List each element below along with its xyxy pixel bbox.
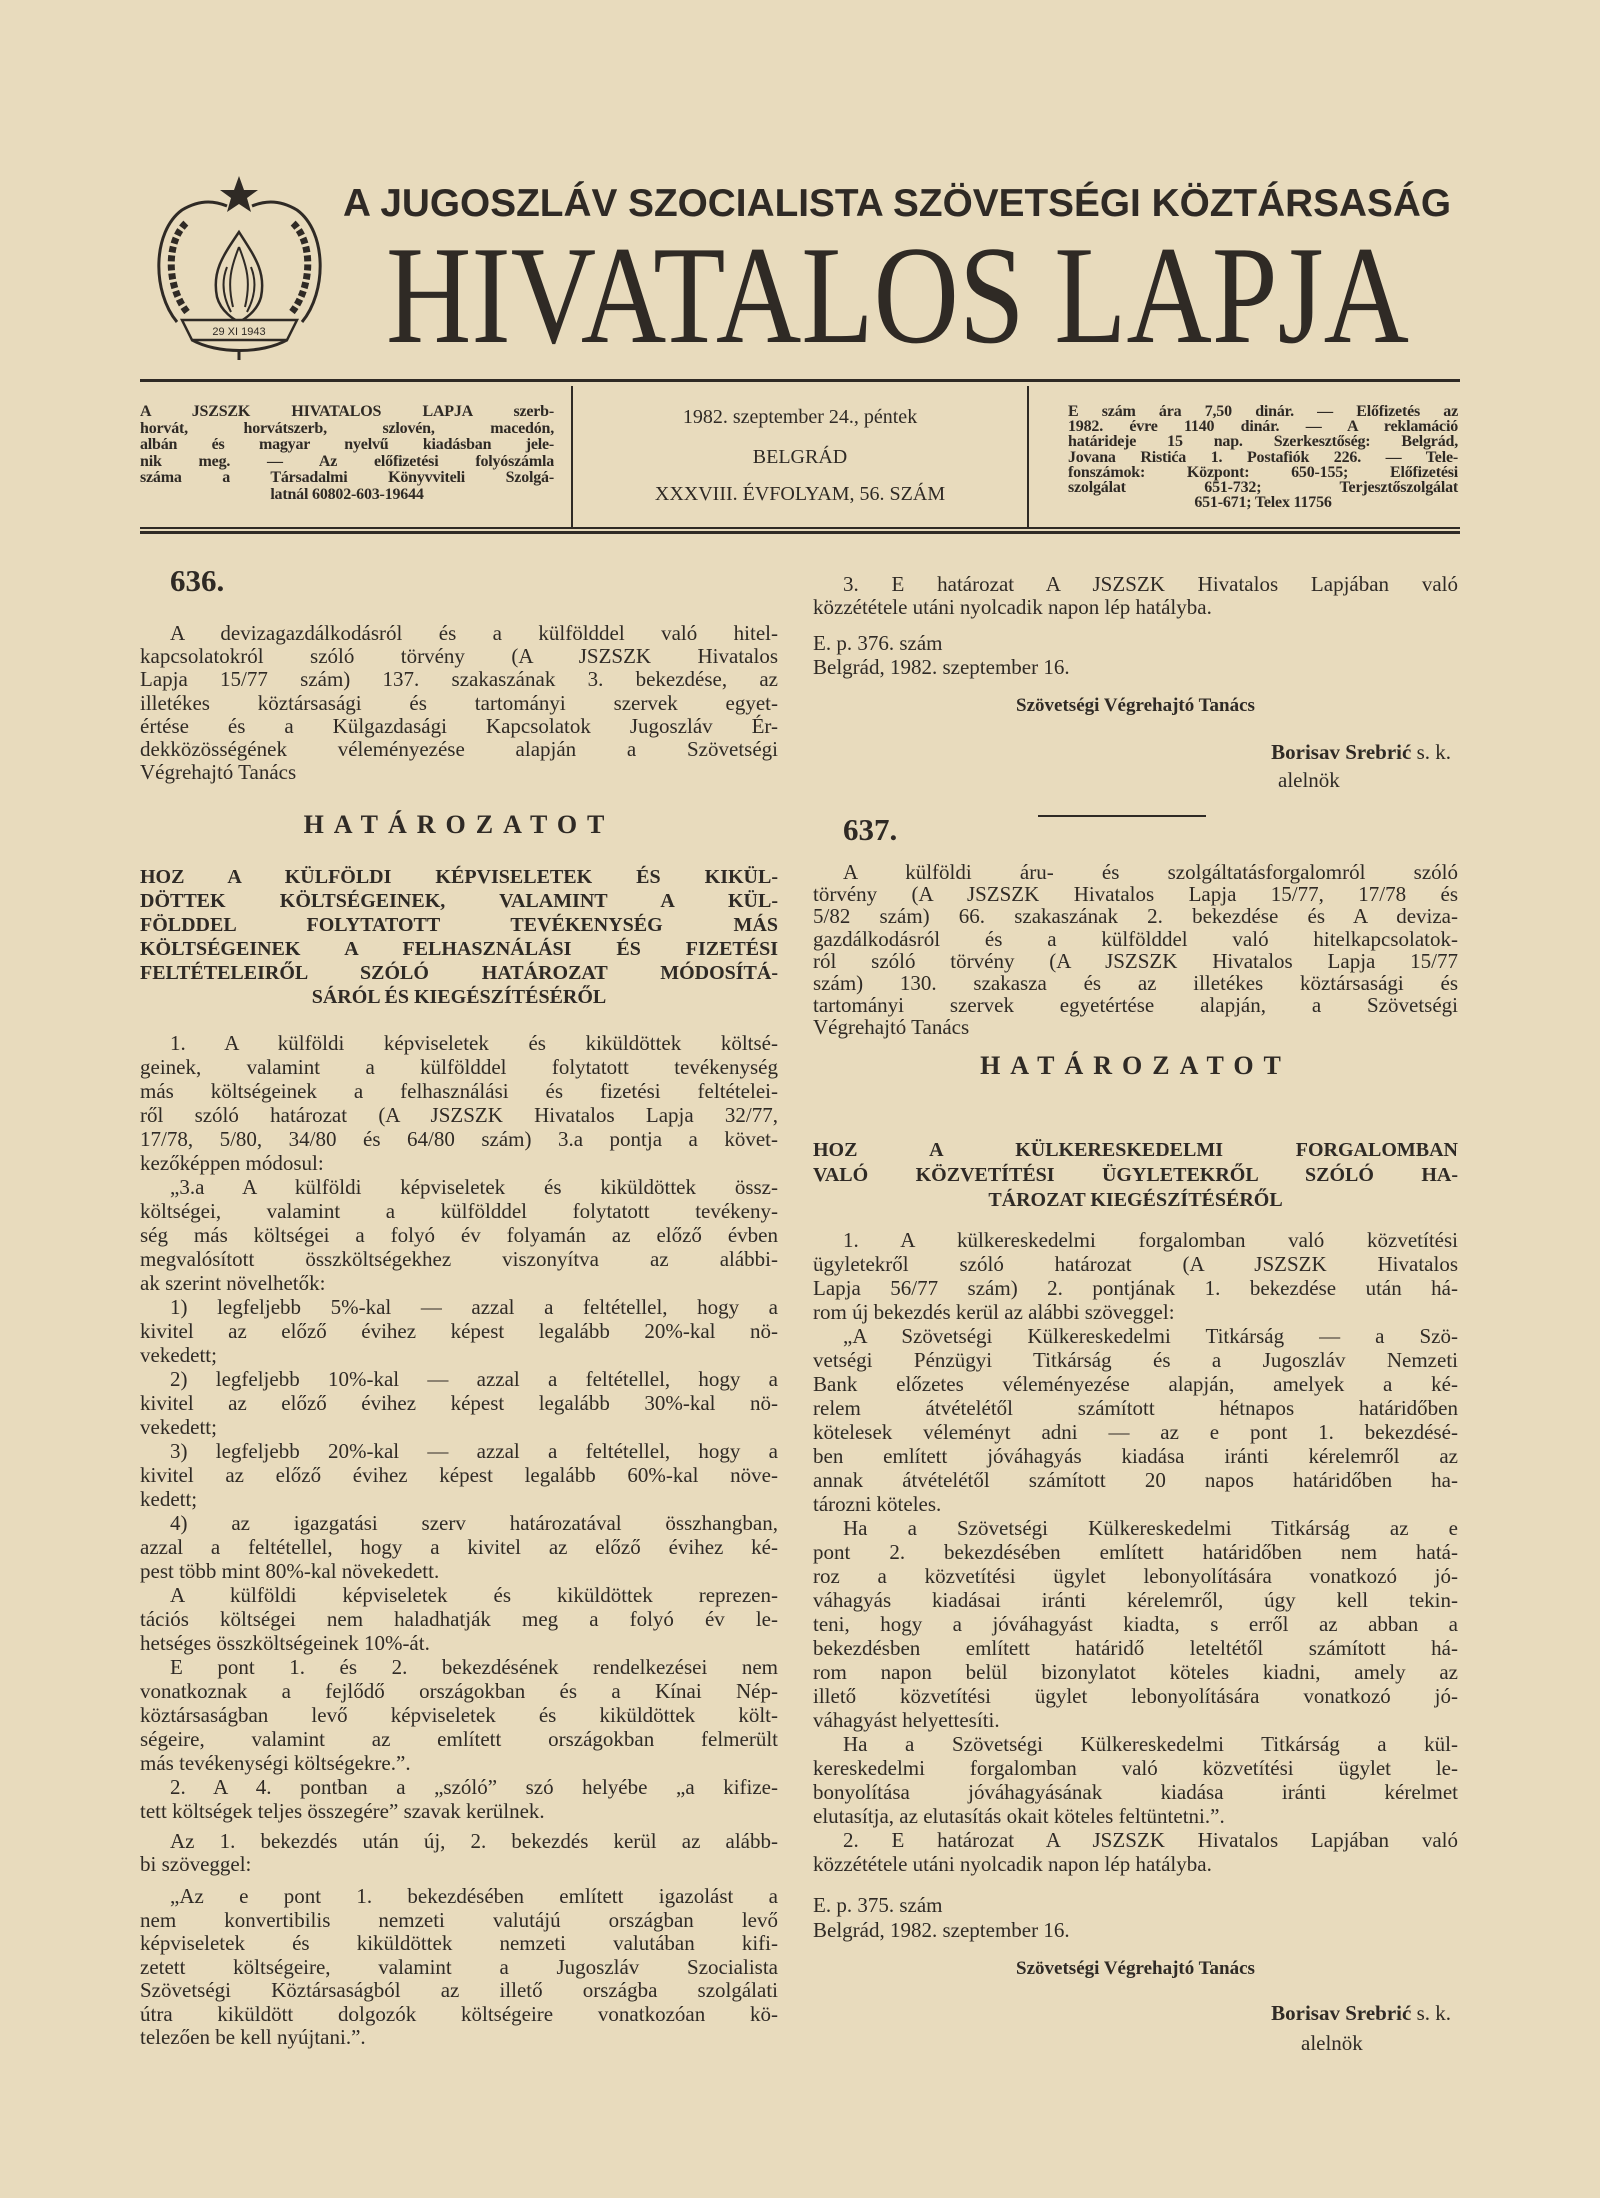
text-line: képviseletek és kiküldöttek nemzeti valutában kifi- <box>140 1931 778 1955</box>
text-line: tartományi szervek egyetértése alapján, a Szövetségi <box>813 993 1458 1018</box>
text-line: latnál 60802-603-19644 <box>270 485 424 503</box>
text-line: pont 2. bekezdésében említett határidőben nem hatá- <box>813 1540 1458 1564</box>
text-line: váhagyást helyettesíti. <box>813 1708 1000 1732</box>
text-line: annak átvételétől számított 20 napos határidőben ha- <box>813 1468 1458 1492</box>
text-line: geinek, valamint a külfölddel folytatott tevékenység <box>140 1055 778 1079</box>
price-contact-info <box>1068 404 1458 510</box>
section-separator <box>1038 815 1206 817</box>
text-line: határideje 15 nap. Szerkesztőség: Belgrád, <box>1068 433 1458 451</box>
text-line: nik meg. — Az előfizetési folyószámla <box>140 452 554 470</box>
text-line: költségei, valamint a külfölddel folytatott tevékeny- <box>140 1199 778 1223</box>
text-line: száma a Társadalmi Könyvviteli Szolgá- <box>140 469 554 487</box>
text-line: 1) legfeljebb 5%-kal — azzal a feltétellel, hogy a <box>170 1295 778 1319</box>
act-637-signatory-role: alelnök <box>1301 2031 1363 2055</box>
text-line: 3. E határozat A JSZSZK Hivatalos Lapjában való <box>843 572 1458 596</box>
act-637-reference-number: E. p. 375. szám <box>813 1893 943 1917</box>
text-line: 1. A külföldi képviseletek és kiküldöttek költsé- <box>170 1031 778 1055</box>
text-line: Bank előzetes véleményezése alapján, amelyek a ké- <box>813 1372 1458 1396</box>
text-line: illető közvetítési ügylet lebonyolítására vonatkozó jó- <box>813 1684 1458 1708</box>
masthead <box>341 160 1471 373</box>
text-line: 2) legfeljebb 10%-kal — azzal a feltétellel, hogy a <box>170 1367 778 1391</box>
act-637-preamble <box>813 861 1458 1039</box>
text-line: roz a közvetítési ügylet lebonyolítására vonatkozó jó- <box>813 1564 1458 1588</box>
text-line: A külföldi áru- és szolgáltatásforgalomról szóló <box>843 860 1458 884</box>
header-top-rule <box>140 379 1460 382</box>
act-number-636: 636. <box>170 563 225 598</box>
text-line: kereskedelmi forgalomban való közvetítési ügylet le- <box>813 1756 1458 1780</box>
signatory-name: Borisav Srebrić <box>1271 2001 1412 2025</box>
act-637-place-date: Belgrád, 1982. szeptember 16. <box>813 1918 1070 1942</box>
text-line: „3.a A külföldi képviseletek és kiküldöttek össz- <box>170 1175 778 1199</box>
text-line: 651-671; Telex 11756 <box>1194 494 1332 512</box>
text-line: 17/78, 5/80, 34/80 és 64/80 szám) 3.a pontja a követ- <box>140 1127 778 1151</box>
text-line: tározni köteles. <box>813 1492 942 1516</box>
text-line: rom napon belül bizonylatot köteles kiadni, amely az <box>813 1660 1458 1684</box>
signed-mark: s. k. <box>1416 2001 1451 2025</box>
text-line: 1982. évre 1140 dinár. — A reklamáció <box>1068 418 1458 436</box>
issue-city: BELGRÁD <box>752 446 848 468</box>
act-637-issuer: Szövetségi Végrehajtó Tanács <box>1016 1958 1255 1979</box>
act-636-heading: HATÁROZATOT <box>303 810 615 839</box>
text-line: nem konvertibilis nemzeti valutájú országban levő <box>140 1907 778 1932</box>
text-line: KÖLTSÉGEINEK A FELHASZNÁLÁSI ÉS FIZETÉSI <box>140 938 778 960</box>
text-line: értése és a Külgazdasági Kapcsolatok Jugoszláv Ér- <box>140 713 778 738</box>
text-line: A külföldi képviseletek és kiküldöttek reprezen- <box>170 1583 778 1607</box>
text-line: E pont 1. és 2. bekezdésének rendelkezései nem <box>170 1655 778 1679</box>
signatory-name: Borisav Srebrić <box>1271 740 1412 764</box>
text-line: hetséges összköltségeinek 10%-át. <box>140 1631 430 1655</box>
text-line: tációs költségei nem haladhatják meg a folyó év le- <box>140 1607 778 1631</box>
act-636-place-date: Belgrád, 1982. szeptember 16. <box>813 655 1070 679</box>
act-636-title <box>140 865 778 1009</box>
text-line: ak szerint növelhetők: <box>140 1271 326 1295</box>
issue-volume-number: XXXVIII. ÉVFOLYAM, 56. SZÁM <box>654 483 946 505</box>
text-line: útra kiküldött dolgozók költségeire vonatkozóan kö- <box>140 2001 778 2026</box>
issue-date: 1982. szeptember 24., péntek <box>682 406 918 428</box>
text-line: kedett; <box>140 1487 198 1511</box>
act-number-637: 637. <box>843 812 898 847</box>
header-bottom-rule-2 <box>140 531 1460 534</box>
text-line: Szövetségi Köztársaságból az illető országba szolgálati <box>140 1978 778 2002</box>
text-line: ről szóló határozat (A JSZSZK Hivatalos Lapja 32/77, <box>140 1103 778 1127</box>
text-line: vonatkoznak a fejlődő országokban és a Kínai Nép- <box>140 1679 778 1703</box>
text-line: „Az e pont 1. bekezdésében említett igazolást a <box>170 1884 778 1908</box>
text-line: Ha a Szövetségi Külkereskedelmi Titkárság az e <box>843 1516 1458 1540</box>
text-line: relem átvételétől számított hétnapos határidőben <box>813 1396 1458 1420</box>
text-line: zetett költségeire, valamint a Jugoszláv Szocialista <box>140 1954 778 1979</box>
text-line: 2. A 4. pontban a „szóló” szó helyébe „a kifize- <box>170 1775 778 1799</box>
act-636-body <box>140 1031 778 1823</box>
act-637-heading: HATÁROZATOT <box>980 1051 1291 1080</box>
text-line: tett költségek teljes összegére” szavak kerülnek. <box>140 1799 545 1823</box>
text-line: kezőképpen módosul: <box>140 1151 324 1175</box>
text-line: más tevékenységi költségekre.”. <box>140 1751 411 1775</box>
act-636-entry-into-force <box>813 573 1458 618</box>
text-line: Lapja 56/77 szám) 2. pontjának 1. bekezdése után há- <box>813 1276 1458 1300</box>
republic-name: A JUGOSZLÁV SZOCIALISTA SZÖVETSÉGI KÖZTÁRSASÁG <box>343 182 1458 225</box>
text-line: horvát, horvátszerb, szlovén, macedón, <box>140 419 554 437</box>
publication-title: HIVATALOS LAPJA <box>386 218 1409 373</box>
text-line: albán és magyar nyelvű kiadásban jele- <box>140 436 554 454</box>
text-line: illetékes köztársasági és tartományi szervek egyet- <box>140 690 778 715</box>
text-line: kapcsolatokról szóló törvény (A JSZSZK Hivatalos <box>140 644 778 669</box>
text-line: fonszámok: Központ: 650-155; Előfizetési <box>1068 463 1458 481</box>
text-line: dekközösségének véleményezése alapján a Szövetségi <box>140 737 778 762</box>
text-line: Lapja 15/77 szám) 137. szakaszának 3. bekezdése, az <box>140 667 778 692</box>
text-line: közzététele utáni nyolcadik napon lép hatályba. <box>813 594 1212 619</box>
text-line: ügyletekről szóló határozat (A JSZSZK Hivatalos <box>813 1252 1458 1276</box>
text-line: „A Szövetségi Külkereskedelmi Titkárság — a Szö- <box>843 1324 1458 1348</box>
text-line: Jovana Ristića 1. Postafiók 226. — Tele- <box>1068 448 1458 466</box>
text-line: Végrehajtó Tanács <box>813 1015 970 1040</box>
text-line: köztársaságban levő képviseletek és kiküldöttek költ- <box>140 1703 778 1727</box>
text-line: más költségeinek a felhasználási és fizetési feltételei- <box>140 1079 778 1103</box>
text-line: kötelesek véleményt adni — az e pont 1. bekezdésé- <box>813 1420 1458 1444</box>
text-line: vetségi Pénzügyi Titkárság és a Jugoszláv Nemzeti <box>813 1348 1458 1372</box>
text-line: kivitel az előző évihez képest legalább 30%-kal nö- <box>140 1391 778 1415</box>
act-636-amendment-intro <box>140 1830 778 1876</box>
text-line: teni, hogy a jóváhagyást kiadta, s erről az abban a <box>813 1612 1458 1636</box>
subscription-info <box>140 404 554 504</box>
text-line: ben említett jóváhagyás kiadása iránti kérelemről az <box>813 1444 1458 1468</box>
text-line: gazdálkodásról és a külfölddel való hitelkapcsolatok- <box>813 926 1458 951</box>
text-line: E szám ára 7,50 dinár. — Előfizetés az <box>1068 403 1458 420</box>
act-637-title <box>813 1138 1458 1213</box>
text-line: 1. A külkereskedelmi forgalomban való közvetítési <box>843 1228 1458 1252</box>
text-line: bonyolítása jóváhagyásának kiadása iránti kérelmet <box>813 1780 1458 1804</box>
text-line: VALÓ KÖZVETÍTÉSI ÜGYLETEKRŐL SZÓLÓ HA- <box>813 1164 1458 1186</box>
act-636-amendment-text <box>140 1885 778 2050</box>
text-line: TÁROZAT KIEGÉSZÍTÉSÉRŐL <box>988 1189 1283 1211</box>
text-line: szám) 130. szakasza és az illetékes köztársasági és <box>813 971 1458 996</box>
act-636-preamble <box>140 622 778 784</box>
header-bottom-rule <box>140 527 1460 529</box>
text-line: azzal a feltétellel, hogy a kivitel az előző évihez ké- <box>140 1535 778 1559</box>
act-637-signature <box>813 2001 1451 2026</box>
act-636-signatory-role: alelnök <box>1278 768 1340 792</box>
text-line: HOZ A KÜLFÖLDI KÉPVISELETEK ÉS KIKÜL- <box>140 866 778 888</box>
text-line: 5/82 szám) 66. szakaszának 2. bekezdése és A deviza- <box>813 904 1458 929</box>
act-636-reference-number: E. p. 376. szám <box>813 631 943 655</box>
act-636-signature <box>813 740 1451 765</box>
text-line: 3) legfeljebb 20%-kal — azzal a feltétellel, hogy a <box>170 1439 778 1463</box>
text-line: megvalósított összköltségekhez viszonyítva az alábbi- <box>140 1247 778 1271</box>
text-line: FELTÉTELEIRŐL SZÓLÓ HATÁROZAT MÓDOSÍTÁ- <box>140 962 778 984</box>
text-line: DÖTTEK KÖLTSÉGEINEK, VALAMINT A KÜL- <box>140 890 778 912</box>
text-line: FÖLDDEL FOLYTATOTT TEVÉKENYSÉG MÁS <box>140 914 778 936</box>
text-line: HOZ A KÜLKERESKEDELMI FORGALOMBAN <box>813 1139 1458 1161</box>
text-line: váhagyás kiadásai iránti kérelemről, úgy kell tekin- <box>813 1588 1458 1612</box>
text-line: pest több mint 80%-kal növekedett. <box>140 1559 440 1583</box>
text-line: 4) az igazgatási szerv határozatával összhangban, <box>170 1511 778 1535</box>
text-line: Ha a Szövetségi Külkereskedelmi Titkárság a kül- <box>843 1732 1458 1756</box>
text-line: 2. E határozat A JSZSZK Hivatalos Lapjában való <box>843 1828 1458 1852</box>
text-line: közzététele utáni nyolcadik napon lép hatályba. <box>813 1852 1212 1876</box>
act-636-issuer: Szövetségi Végrehajtó Tanács <box>1016 695 1255 716</box>
text-line: vekedett; <box>140 1415 217 1439</box>
text-line: bi szöveggel: <box>140 1852 252 1876</box>
text-line: vekedett; <box>140 1343 217 1367</box>
text-line: kivitel az előző évihez képest legalább 20%-kal nö- <box>140 1319 778 1343</box>
text-line: Végrehajtó Tanács <box>140 760 297 785</box>
text-line: törvény (A JSZSZK Hivatalos Lapja 15/77, 17/78 és <box>813 882 1458 907</box>
text-line: ségeire, valamint az említett országokban felmerült <box>140 1727 778 1751</box>
text-line: szolgálat 651-732; Terjesztőszolgálat <box>1068 479 1458 497</box>
text-line: bekezdésben említett határidő leteltétől számított há- <box>813 1636 1458 1660</box>
signed-mark: s. k. <box>1416 740 1451 764</box>
text-line: Az 1. bekezdés után új, 2. bekezdés kerül az alább- <box>170 1829 778 1853</box>
text-line: A JSZSZK HIVATALOS LAPJA szerb- <box>140 403 554 420</box>
text-line: A devizagazdálkodásról és a külfölddel való hitel- <box>170 621 778 645</box>
text-line: rom új bekezdés kerül az alábbi szöveggel: <box>813 1300 1175 1324</box>
state-emblem <box>147 172 332 362</box>
text-line: SÁRÓL ÉS KIEGÉSZÍTÉSÉRŐL <box>311 986 607 1008</box>
text-line: telezően be kell nyújtani.”. <box>140 2025 366 2049</box>
text-line: elutasítja, az elutasítás okait köteles feltüntetni.”. <box>813 1804 1225 1828</box>
emblem-ribbon-text: 29 XI 1943 <box>212 326 266 338</box>
text-line: ség más költségei a folyó év folyamán az előző évben <box>140 1223 778 1247</box>
text-line: kivitel az előző évihez képest legalább 60%-kal növe- <box>140 1463 778 1487</box>
text-line: ról szóló törvény (A JSZSZK Hivatalos Lapja 15/77 <box>813 948 1458 973</box>
act-637-body <box>813 1228 1458 1876</box>
